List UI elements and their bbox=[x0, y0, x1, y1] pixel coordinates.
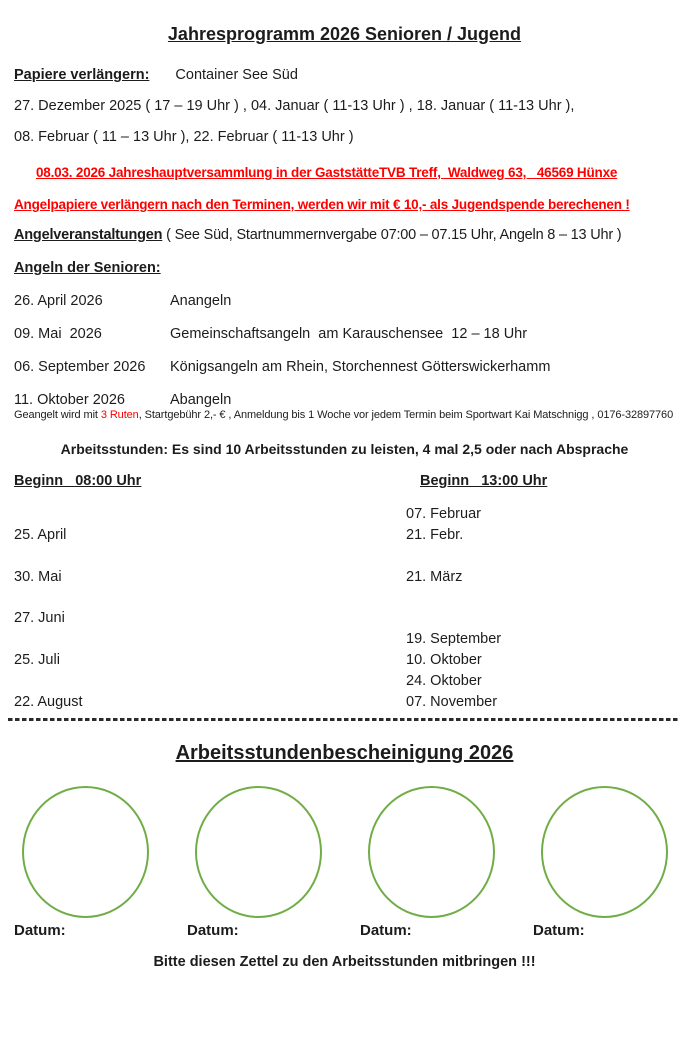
work-hours-left-date bbox=[0, 504, 406, 525]
angelveranstaltungen-details: ( See Süd, Startnummernvergabe 07:00 – 07.15 Uhr, Angeln 8 – 13 Uhr ) bbox=[162, 227, 622, 243]
stamp-circle bbox=[541, 786, 668, 918]
work-hours-right-date: 07. Februar bbox=[406, 506, 481, 522]
event-date: 26. April 2026 bbox=[14, 293, 103, 309]
datum-label: Datum: bbox=[360, 922, 412, 939]
work-hours-left-date: 27. Juni bbox=[14, 610, 65, 627]
work-hours-right-header: Beginn 13:00 Uhr bbox=[420, 473, 548, 489]
stamp-circles-row bbox=[14, 786, 689, 939]
stamp-circle bbox=[195, 786, 322, 918]
event-date: 09. Mai 2026 bbox=[14, 326, 102, 342]
angelveranstaltungen-line bbox=[14, 226, 621, 245]
work-hours-row bbox=[0, 629, 689, 650]
event-date: 06. September 2026 bbox=[14, 359, 146, 375]
work-hours-left-date bbox=[0, 671, 406, 692]
work-hours-right-date: 24. Oktober bbox=[406, 673, 482, 690]
work-hours-right-date: 07. November bbox=[406, 694, 498, 711]
datum-label: Datum: bbox=[533, 922, 585, 939]
arbeitsstunden-intro: Arbeitsstunden: Es sind 10 Arbeitsstunden zu leisten, 4 mal 2,5 oder nach Absprache bbox=[60, 441, 629, 457]
work-hours-right-date: 19. September bbox=[406, 631, 502, 648]
senior-event-row bbox=[14, 292, 689, 325]
work-hours-row bbox=[0, 525, 689, 546]
work-hours-row bbox=[0, 546, 689, 567]
work-hours-right-date: 21. Febr. bbox=[406, 526, 464, 543]
work-hours-row bbox=[0, 588, 689, 609]
work-hours-row bbox=[0, 608, 689, 629]
work-hours-row bbox=[0, 671, 689, 692]
datum-label: Datum: bbox=[187, 922, 239, 939]
work-hours-row bbox=[0, 567, 689, 588]
work-hours-row bbox=[0, 692, 689, 713]
annual-meeting-notice: 08.03. 2026 Jahreshauptversammlung in der GaststätteTVB Treff, Waldweg 63, 46569 Hünxe bbox=[36, 165, 618, 180]
angelveranstaltungen-label: Angelveranstaltungen bbox=[14, 227, 163, 243]
event-name: Abangeln bbox=[170, 392, 232, 408]
work-hours-left-header: Beginn 08:00 Uhr bbox=[14, 473, 142, 489]
renewal-dates-line-2: 08. Februar ( 11 – 13 Uhr ), 22. Februar ( 11-13 Uhr ) bbox=[14, 129, 354, 145]
papiere-verlaengern-label: Papiere verlängern: bbox=[14, 67, 150, 83]
angeln-der-senioren-heading: Angeln der Senioren: bbox=[14, 260, 161, 276]
work-hours-left-date: 30. Mai bbox=[14, 568, 62, 585]
work-hours-row bbox=[0, 650, 689, 671]
papiere-verlaengern-line bbox=[14, 66, 298, 85]
stamp-circle bbox=[368, 786, 495, 918]
work-hours-left-date bbox=[0, 588, 406, 609]
datum-label: Datum: bbox=[14, 922, 66, 939]
note-prefix: Geangelt wird mit bbox=[14, 409, 101, 421]
work-hours-right-date: 21. März bbox=[406, 568, 463, 585]
renewal-dates-line-1: 27. Dezember 2025 ( 17 – 19 Uhr ) , 04. Januar ( 11-13 Uhr ) , 18. Januar ( 11-13 Uhr ), bbox=[14, 98, 575, 114]
work-hours-right-date: 10. Oktober bbox=[406, 652, 482, 669]
work-hours-left-date: 25. Juli bbox=[14, 652, 60, 669]
page-title: Jahresprogramm 2026 Senioren / Jugend bbox=[167, 24, 522, 44]
work-hours-left-date: 25. April bbox=[14, 526, 67, 543]
work-hours-row bbox=[0, 504, 689, 525]
work-hours-left-date: 22. August bbox=[14, 694, 83, 711]
stamp-column bbox=[360, 786, 533, 939]
papiere-location: Container See Süd bbox=[175, 67, 298, 83]
stamp-circle bbox=[22, 786, 149, 918]
work-hours-right-date bbox=[406, 546, 689, 567]
bring-sheet-footer: Bitte diesen Zettel zu den Arbeitsstunden mitbringen !!! bbox=[153, 954, 536, 970]
fishing-rules-note bbox=[14, 409, 673, 421]
work-hours-right-date bbox=[406, 608, 689, 629]
bescheinigung-title: Arbeitsstundenbescheinigung 2026 bbox=[175, 742, 514, 764]
senior-event-row bbox=[14, 358, 689, 391]
dashed-divider bbox=[8, 718, 679, 721]
stamp-column bbox=[533, 786, 689, 939]
event-name: Gemeinschaftsangeln am Karauschensee 12 – 18 Uhr bbox=[170, 326, 528, 342]
work-hours-left-date bbox=[0, 629, 406, 650]
senior-events-list bbox=[14, 292, 689, 424]
event-name: Königsangeln am Rhein, Storchennest Götterswickerhamm bbox=[170, 359, 551, 375]
work-hours-date-table bbox=[0, 504, 689, 713]
late-renewal-fee-notice: Angelpapiere verlängern nach den Terminen, werden wir mit € 10,- als Jugendspende berechenen ! bbox=[14, 197, 630, 212]
event-name: Anangeln bbox=[170, 293, 232, 309]
event-date: 11. Oktober 2026 bbox=[14, 392, 125, 408]
senior-event-row bbox=[14, 325, 689, 358]
work-hours-left-date bbox=[0, 546, 406, 567]
note-suffix: , Startgebühr 2,- € , Anmeldung bis 1 Woche vor jedem Termin beim Sportwart Kai Matschnigg , 0176-32897760 bbox=[138, 409, 674, 421]
stamp-column bbox=[187, 786, 360, 939]
work-hours-right-date bbox=[406, 588, 689, 609]
stamp-column bbox=[14, 786, 187, 939]
note-rods-highlight: 3 Ruten bbox=[100, 409, 139, 421]
